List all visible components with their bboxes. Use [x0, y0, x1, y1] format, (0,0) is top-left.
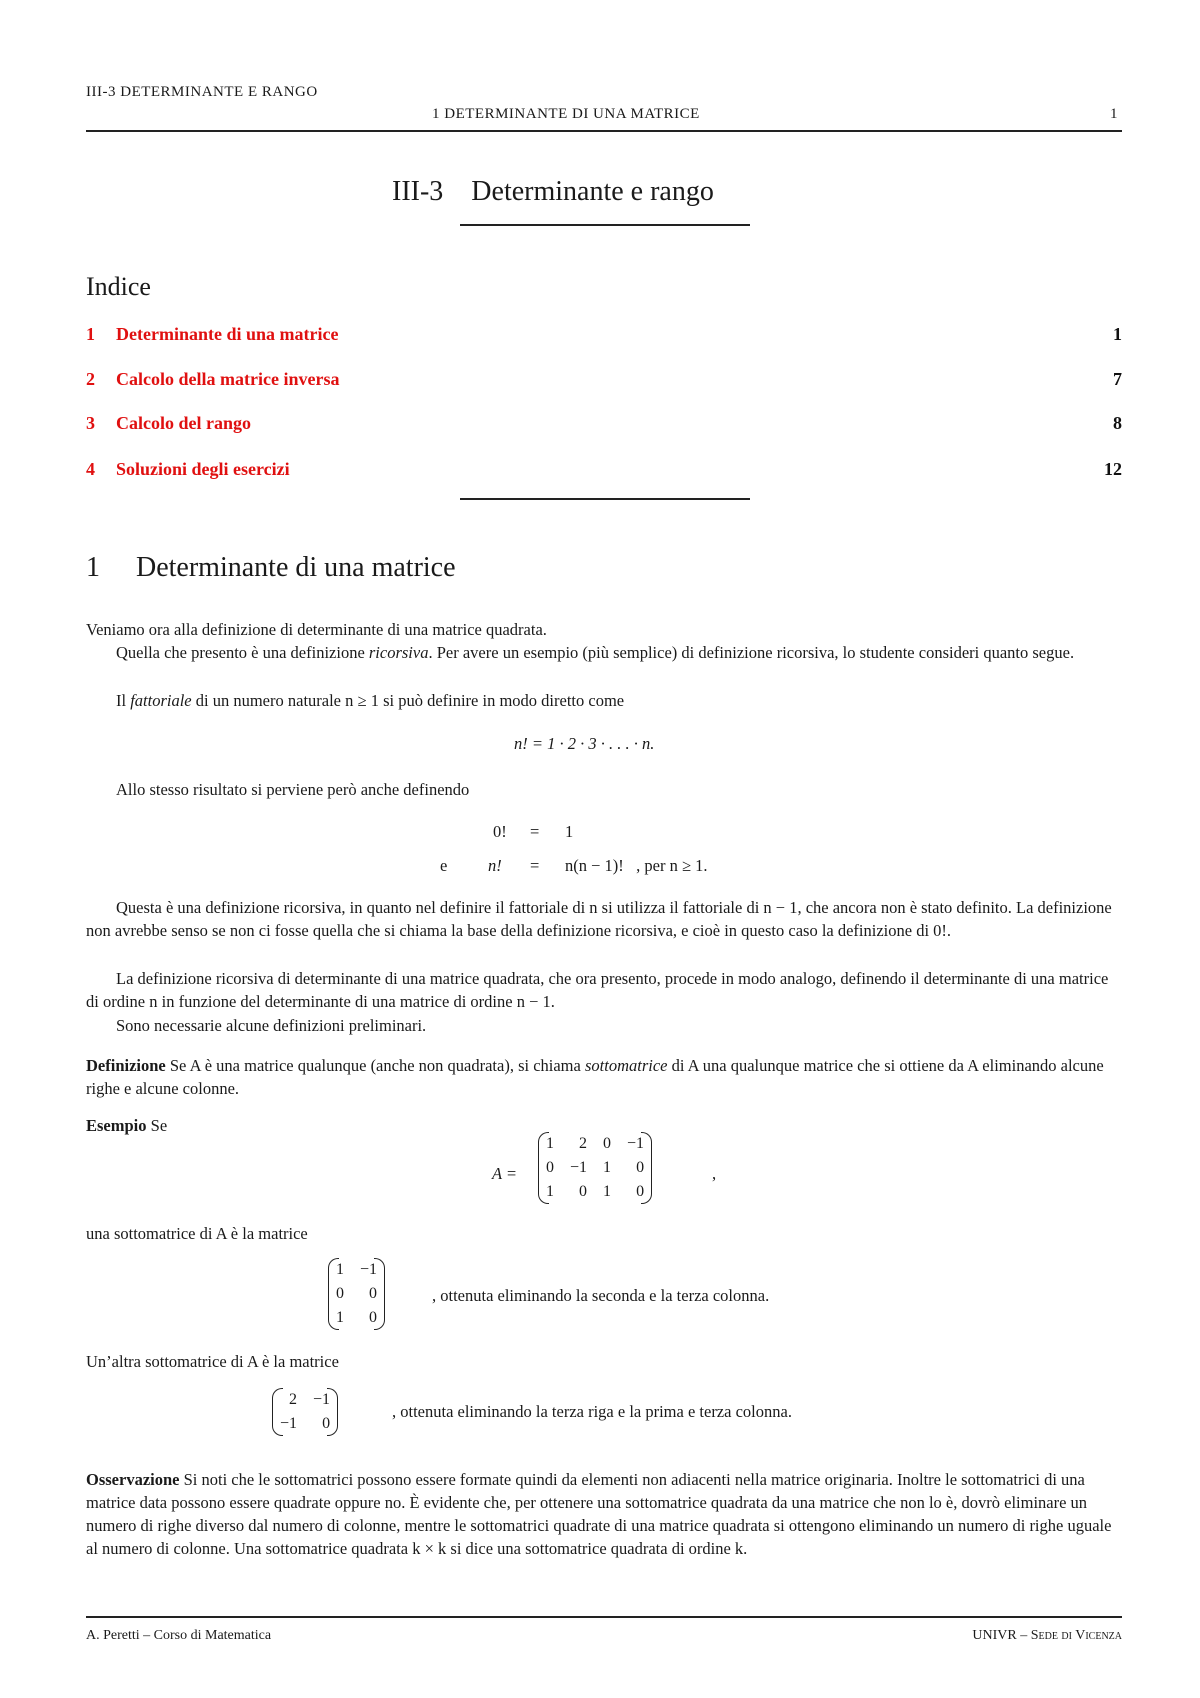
text: Se A è una matrice qualunque (anche non quadrata), si chiama [165, 1056, 585, 1075]
matrix-cell: 2 [579, 1135, 588, 1152]
toc-item-label: Determinante di una matrice [116, 324, 339, 344]
matrix-row [538, 1156, 652, 1180]
page-title: III-3 Determinante e rango [392, 176, 714, 207]
matrix-cell: 1 [336, 1261, 344, 1278]
text: di un numero naturale n ≥ 1 si può definire in modo diretto come [191, 691, 625, 710]
section-title: Determinante di una matrice [136, 552, 456, 583]
footer-rule [86, 1616, 1122, 1618]
toc-item-page: 1 [1113, 324, 1122, 344]
matrix-cell: 1 [546, 1135, 554, 1152]
paragraph [86, 641, 1122, 664]
emphasis: ricorsiva [368, 643, 429, 662]
text: . Per avere un esempio (più semplice) di definizione ricorsiva, lo studente consideri quanto segue. [428, 643, 1075, 662]
example-label: Esempio [86, 1116, 147, 1135]
matrix-label: A = [492, 1164, 518, 1183]
text: Il [116, 691, 131, 710]
toc-item-number: 4 [86, 459, 95, 479]
paragraph [86, 689, 1122, 712]
matrix-cell: 0 [636, 1159, 645, 1176]
paragraph: Allo stesso risultato si perviene però anche definendo [116, 780, 470, 799]
submatrix-1 [328, 1258, 385, 1330]
emphasis: sottomatrice [584, 1056, 668, 1075]
title-rule [460, 224, 750, 226]
observation-label: Osservazione [86, 1470, 180, 1489]
matrix-cell: 1 [336, 1309, 344, 1326]
definition-label: Definizione [86, 1056, 166, 1075]
matrix-cell: 1 [603, 1183, 612, 1200]
matrix-cell: 0 [336, 1285, 344, 1302]
matrix-cell: 0 [369, 1285, 378, 1302]
matrix-cell: −1 [280, 1415, 298, 1432]
matrix-cell: 0 [579, 1183, 588, 1200]
matrix-row [538, 1132, 652, 1156]
toc-item-number: 2 [86, 369, 95, 389]
header-rule [86, 130, 1122, 132]
text: di A una qualunque matrice che si ottiene da A eliminando alcune righe e alcune colonne. [86, 1056, 1104, 1098]
toc-item-page: 7 [1113, 369, 1122, 389]
running-header-page: 1 [1110, 106, 1118, 122]
equation: n! = 1 · 2 · 3 · . . . · n. [514, 734, 655, 753]
text: Se [146, 1116, 168, 1135]
matrix-cell: 0 [369, 1309, 378, 1326]
toc-heading: Indice [86, 272, 151, 301]
emphasis: fattoriale [130, 691, 192, 710]
matrix-cell: −1 [313, 1391, 331, 1408]
eq-lhs: 0! [493, 822, 507, 841]
matrix-after: , [712, 1164, 717, 1183]
eq-prefix: e [440, 856, 448, 875]
footer-left: A. Peretti – Corso di Matematica [86, 1628, 272, 1643]
toc-item-label: Calcolo del rango [116, 413, 251, 433]
running-header-chapter: III-3 DETERMINANTE E RANGO [86, 84, 318, 100]
matrix-cell: 0 [322, 1415, 331, 1432]
paragraph: Questa è una definizione ricorsiva, in quanto nel definire il fattoriale di n si utilizza il fattoriale di n − 1, che ancora non è stato definito. La definizione non avrebbe senso se non ci fosse quella che si chiama la base della definizione ricorsiva, e cioè in questo caso la definizione di 0!. [86, 898, 1112, 940]
toc-item-label: Soluzioni degli esercizi [116, 459, 290, 479]
matrix-cell: 0 [546, 1159, 554, 1176]
paragraph: Veniamo ora alla definizione di determinante di una matrice quadrata. [86, 620, 547, 639]
paragraph: Un’altra sottomatrice di A è la matrice [86, 1352, 339, 1371]
matrix-cell: 2 [289, 1391, 298, 1408]
toc-item-page: 8 [1113, 413, 1122, 433]
eq-lhs: n! [488, 856, 502, 875]
eq-rhs: n(n − 1)! , per n ≥ 1. [565, 856, 708, 875]
paragraph: una sottomatrice di A è la matrice [86, 1224, 308, 1243]
toc-item-number: 3 [86, 413, 95, 433]
eq-sign: = [530, 822, 540, 841]
matrix-cell: −1 [627, 1135, 645, 1152]
toc-rule [460, 498, 750, 500]
definition [86, 1054, 1122, 1100]
matrix-row [538, 1180, 652, 1204]
text: Quella che presento è una definizione [116, 643, 369, 662]
observation [86, 1468, 1122, 1560]
matrix-cell: 1 [603, 1159, 612, 1176]
matrix-cell: 1 [546, 1183, 554, 1200]
paragraph: La definizione ricorsiva di determinante di una matrice quadrata, che ora presento, procede in modo analogo, definendo il determinante di una matrice di ordine n in funzione del determinante di una matrice di ordine n − 1. [86, 969, 1109, 1011]
matrix-after: , ottenuta eliminando la seconda e la terza colonna. [432, 1286, 770, 1305]
matrix-A [538, 1132, 652, 1204]
eq-sign: = [530, 856, 540, 875]
toc-item-number: 1 [86, 324, 95, 344]
matrix-cell: 0 [603, 1135, 612, 1152]
paragraph: Sono necessarie alcune definizioni preliminari. [116, 1016, 427, 1035]
submatrix-2 [272, 1388, 338, 1436]
toc-item-label: Calcolo della matrice inversa [116, 369, 340, 389]
toc-item-page: 12 [1104, 459, 1122, 479]
matrix-cell: −1 [360, 1261, 378, 1278]
running-header-section: 1 DETERMINANTE DI UNA MATRICE [432, 106, 700, 122]
eq-rhs: 1 [565, 822, 574, 841]
matrix-cell: −1 [570, 1159, 588, 1176]
text: Si noti che le sottomatrici possono essere formate quindi da elementi non adiacenti nella matrice originaria. Inoltre le sottomatrici di una matrice data possono essere quadrate oppure no. È evidente che, per ottenere una sottomatrice quadrata da una matrice che non lo è, dovrò eliminare un numero di righe diverso dal numero di colonne, mentre le sottomatrici quadrate di una matrice quadrata si ottengono eliminando un numero di righe uguale al numero di colonne. Una sottomatrice quadrata k × k si dice una sottomatrice quadrata di ordine k. [86, 1470, 1112, 1558]
footer-right: UNIVR – Sede di Vicenza [972, 1628, 1122, 1643]
matrix-cell: 0 [636, 1183, 645, 1200]
section-number: 1 [86, 552, 100, 583]
matrix-after: , ottenuta eliminando la terza riga e la prima e terza colonna. [392, 1402, 792, 1421]
